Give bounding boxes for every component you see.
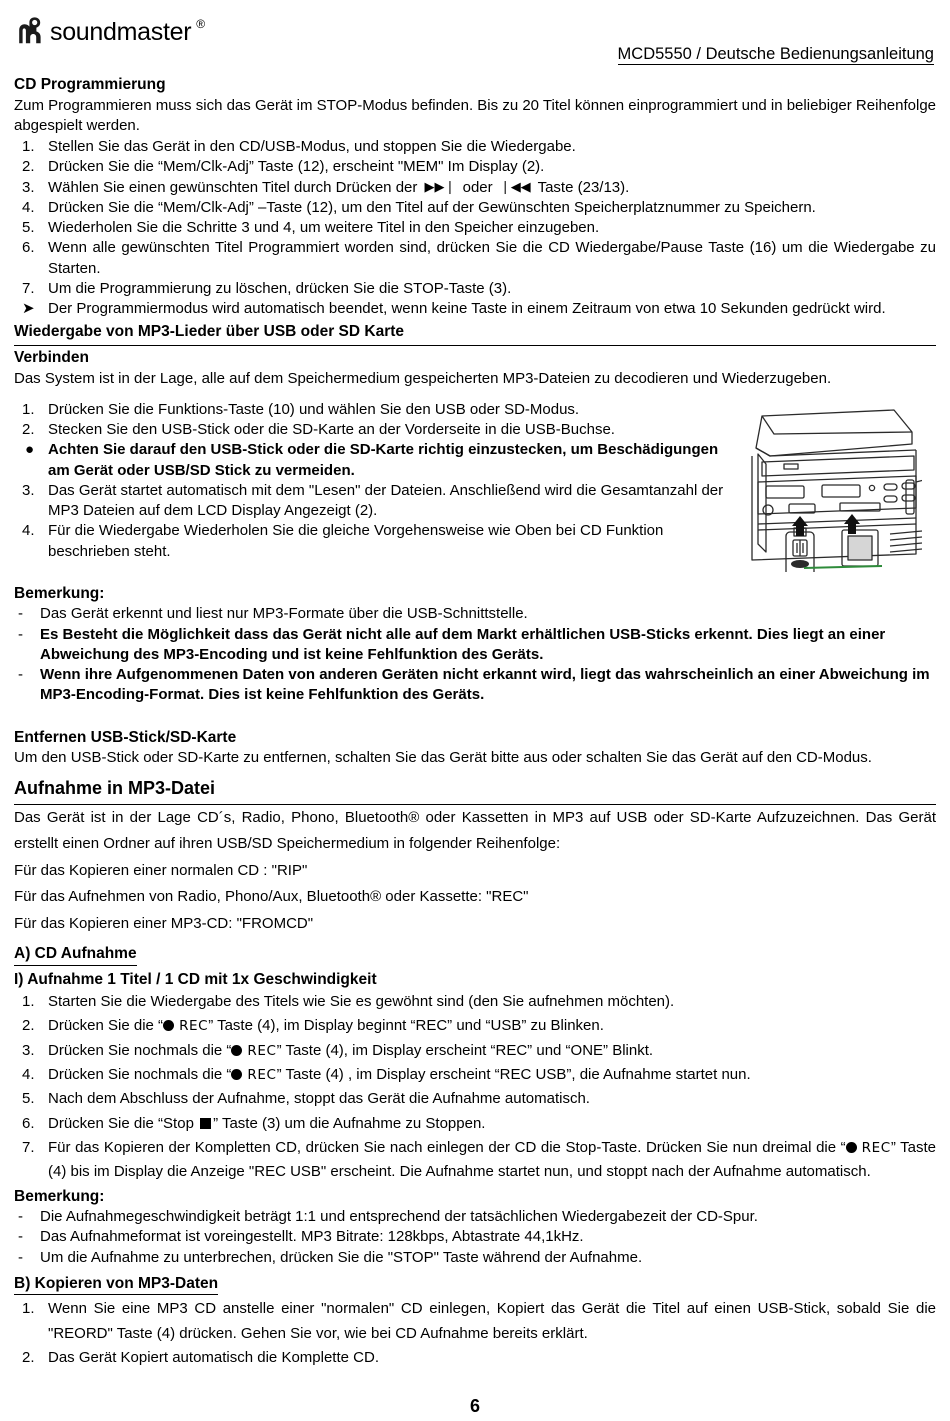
list-item-text-before: Wählen Sie einen gewünschten Titel durch Drücken der [48, 178, 422, 196]
page-number: 6 [469, 1396, 480, 1417]
list-item-number: 4. [22, 1066, 35, 1084]
dash-bullet-icon: - [18, 605, 23, 623]
list-item-number: 3. [22, 481, 35, 499]
cd-programmierung-steps [14, 137, 936, 299]
skip-next-icon: ▶▶❘ [424, 179, 456, 195]
list-item-number: 7. [22, 1138, 35, 1156]
list-item [14, 198, 936, 218]
list-item-number: 1. [22, 1300, 35, 1318]
text-fragment: Drücken Sie die “ [48, 1017, 164, 1035]
folder-rule-fromcd: Für das Kopieren einer MP3-CD: "FROMCD" [14, 915, 314, 933]
verbinden-intro: Das System ist in der Lage, alle auf dem Speichermedium gespeicherten MP3-Dateien zu decodieren und Wiederzugeben. [14, 369, 832, 387]
list-item [14, 665, 936, 706]
list-item [14, 178, 936, 198]
remark-heading-aufnahme: Bemerkung: [14, 1187, 105, 1205]
list-item [14, 1207, 936, 1227]
aufnahme-mp3-intro: Das Gerät ist in der Lage CD´s, Radio, Phono, Bluetooth® oder Kassetten in MP3 auf USB oder SD-Karte Aufzuzeichnen. Das Gerät erstellt einen Ordner auf ihren USB/SD Speichermedium in folgender Reihenfolge: [14, 808, 936, 852]
soundmaster-logo-icon [16, 16, 46, 51]
list-item [14, 990, 936, 1014]
list-item-number: 4. [22, 522, 35, 540]
mp3-playback-steps [14, 400, 734, 562]
record-button-icon: REC [231, 1063, 276, 1087]
list-item [14, 1346, 936, 1370]
list-item [14, 420, 734, 440]
list-item-number: 2. [22, 1349, 35, 1367]
list-item-text [48, 1039, 936, 1063]
device-usb-sd-slot-illustration [744, 404, 922, 572]
list-item-number: 4. [22, 198, 35, 216]
list-item-number: 3. [22, 1041, 35, 1059]
list-item-text: Drücken Sie die “Mem/Clk-Adj” Taste (12), erscheint "MEM" Im Display (2). [48, 158, 545, 176]
list-item [14, 1039, 936, 1063]
list-item-number: 6. [22, 239, 35, 257]
cd-programmierung-intro: Zum Programmieren muss sich das Gerät im STOP-Modus befinden. Bis zu 20 Titel können einprogrammiert und in beliebiger Reihenfolge abgespielt werden. [14, 96, 936, 134]
list-item [14, 400, 734, 420]
list-item-text [48, 1112, 936, 1136]
section-heading-aufnahme-mp3: Aufnahme in MP3-Datei [14, 777, 936, 805]
list-item-text [48, 178, 936, 198]
list-item-text [48, 1063, 936, 1087]
brand-logo [16, 16, 204, 51]
page-masthead [14, 14, 936, 72]
registered-trademark-icon: ® [196, 17, 206, 31]
list-item [14, 1248, 936, 1268]
list-item-text-middle: oder [458, 178, 497, 196]
section-heading-cd-programmierung: CD Programmierung [14, 76, 166, 93]
list-item-text: Die Aufnahmegeschwindigkeit beträgt 1:1 und entsprechend der tatsächlichen Wiedergabezeit der CD-Spur. [40, 1208, 758, 1226]
list-item [14, 1136, 936, 1185]
list-item-warning [14, 440, 734, 481]
list-item-number: 7. [22, 279, 35, 297]
list-item-text: Das Aufnahmeformat ist voreingestellt. MP3 Bitrate: 128kbps, Abtastrate 44,1kHz. [40, 1228, 584, 1246]
dash-bullet-icon: - [18, 1248, 23, 1266]
text-fragment: Für das Kopieren der Kompletten CD, drücken Sie nach einlegen der CD die Stop-Taste. Drücken Sie nun dreimal die “ [48, 1138, 846, 1156]
folder-rule-rec: Für das Aufnehmen von Radio, Phono/Aux, Bluetooth® oder Kassette: "REC" [14, 888, 529, 906]
dash-bullet-icon: - [18, 1208, 23, 1226]
list-item-text: Der Programmiermodus wird automatisch beendet, wenn keine Taste in einem Zeitraum von etwa 10 Sekunden gedrückt wird. [48, 300, 886, 318]
list-item-text: Stellen Sie das Gerät in den CD/USB-Modus, und stoppen Sie die Wiedergabe. [48, 138, 576, 156]
list-item [14, 279, 936, 299]
mp3-playback-block [14, 400, 936, 572]
dash-bullet-icon: - [18, 1228, 23, 1246]
list-item-text: Es Besteht die Möglichkeit dass das Gerät nicht alle auf dem Markt erhältlichen USB-Sticks erkennt. Dies liegt an einer Abweichung des MP3-Encoding und ist keine Fehlfunktion des Geräts. [40, 625, 886, 663]
entfernen-usb-text: Um den USB-Stick oder SD-Karte zu entfernen, schalten Sie das Gerät bitte aus oder schalten Sie das Gerät auf den CD-Modus. [14, 749, 872, 767]
list-item-number: 5. [22, 219, 35, 237]
list-item [14, 625, 936, 666]
list-item-text: Das Gerät erkennt und liest nur MP3-Formate über die USB-Schnittstelle. [40, 605, 528, 623]
text-fragment: Drücken Sie nochmals die “ [48, 1041, 232, 1059]
list-item-number: 2. [22, 158, 35, 176]
list-item-text [48, 1136, 936, 1185]
document-reference: MCD5550 / Deutsche Bedienungsanleitung [618, 45, 934, 65]
list-item [14, 1112, 936, 1136]
list-item-number: 6. [22, 1114, 35, 1132]
list-item [14, 1063, 936, 1087]
dot-bullet-icon: ● [25, 441, 35, 459]
dash-bullet-icon: - [18, 625, 23, 643]
illustration-column [744, 400, 936, 572]
list-item-text: Nach dem Abschluss der Aufnahme, stoppt das Gerät die Aufnahme automatisch. [48, 1090, 590, 1108]
list-item-text: Achten Sie darauf den USB-Stick oder die SD-Karte richtig einzustecken, um Beschädigungen am Gerät oder USB/SD Stick zu vermeiden. [48, 441, 719, 479]
remark-list-aufnahme [14, 1207, 936, 1268]
skip-previous-icon: ❘◀◀ [499, 179, 531, 195]
cd-programmierung-note [14, 299, 936, 319]
list-item [14, 299, 936, 319]
remark-list-usb [14, 604, 936, 705]
list-item-text: Starten Sie die Wiedergabe des Titels wie Sie es gewöhnt sind (den Sie aufnehmen möchten). [48, 993, 675, 1011]
cd-aufnahme-steps [14, 990, 936, 1184]
mp3-kopieren-steps [14, 1297, 936, 1370]
text-fragment: ” Taste (4) , im Display erscheint “REC USB”, die Aufnahme startet nun. [276, 1066, 751, 1084]
spacer [14, 706, 936, 726]
list-item [14, 1014, 936, 1038]
list-item-text: Wenn Sie eine MP3 CD anstelle einer "normalen" CD einlegen, Kopiert das Gerät die Titel auf einen USB-Stick, sobald Sie die "REORD" Taste (4) drücken. Gehen Sie vor, wie bei CD Aufnahme bereits erklärt. [48, 1300, 936, 1342]
text-fragment: Drücken Sie die “Stop [48, 1114, 199, 1132]
list-item-text: Drücken Sie die “Mem/Clk-Adj” –Taste (12), um den Titel auf der Gewünschten Speicherplatznummer zu Speichern. [48, 198, 816, 216]
remark-heading-usb: Bemerkung: [14, 584, 105, 602]
list-item-number: 1. [22, 993, 35, 1011]
list-item-text: Das Gerät startet automatisch mit dem "Lesen" der Dateien. Anschließend wird die Gesamtanzahl der MP3 Dateien auf dem LCD Display Angezeigt (2). [48, 481, 724, 520]
list-item [14, 604, 936, 624]
list-item [14, 1227, 936, 1247]
section-heading-mp3-wiedergabe: Wiedergabe von MP3-Lieder über USB oder SD Karte [14, 323, 936, 346]
text-fragment: ” Taste (4) bis im Display die Anzeige "REC USB" erscheint. Die Aufnahme startet nun, und stoppt nach der Aufnahme automatisch. [48, 1138, 936, 1181]
text-fragment: ” Taste (4), im Display erscheint “REC” und “ONE” Blinkt. [276, 1041, 654, 1059]
list-item-text: Drücken Sie die Funktions-Taste (10) und wählen Sie den USB oder SD-Modus. [48, 400, 580, 418]
list-item [14, 137, 936, 157]
list-item-number: 5. [22, 1090, 35, 1108]
spacer [14, 390, 936, 400]
list-item-text [48, 1014, 936, 1038]
list-item-text-after: Taste (23/13). [533, 178, 630, 196]
list-item-text: Das Gerät Kopiert automatisch die Komplette CD. [48, 1349, 379, 1367]
list-item-text: Wenn alle gewünschten Titel Programmiert worden sind, drücken Sie die CD Wiedergabe/Pause Taste (16) um die Wiedergabe zu Starten. [48, 239, 936, 277]
text-fragment: Drücken Sie nochmals die “ [48, 1066, 232, 1084]
list-item [14, 218, 936, 238]
arrow-bullet-icon: ➤ [22, 300, 35, 318]
list-item-number: 1. [22, 400, 35, 418]
subsection-heading-part-b: B) Kopieren von MP3-Daten [14, 1275, 218, 1296]
list-item-text: Wenn ihre Aufgenommenen Daten von anderen Geräten nicht erkannt wird, liegt das wahrscheinlich an einer Abweichung im MP3-Encoding-Format. Dies ist keine Fehlfunktion des Geräts. [40, 666, 930, 704]
list-item-text: Stecken Sie den USB-Stick oder die SD-Karte an der Vorderseite in die USB-Buchse. [48, 421, 615, 439]
mp3-playback-steps-column [14, 400, 734, 562]
list-item-number: 2. [22, 1017, 35, 1035]
text-fragment: ” Taste (4), im Display beginnt “REC” und “USB” zu Blinken. [208, 1017, 604, 1035]
subsection-heading-part-a: A) CD Aufnahme [14, 945, 137, 966]
record-button-icon: REC [163, 1014, 208, 1038]
record-button-icon: REC [846, 1136, 891, 1160]
text-fragment: ” Taste (3) um die Aufnahme zu Stoppen. [213, 1114, 486, 1132]
stop-button-icon [200, 1118, 211, 1129]
list-item-text: Für die Wiedergabe Wiederholen Sie die gleiche Vorgehensweise wie Oben bei CD Funktion beschrieben steht. [48, 522, 664, 560]
list-item [14, 521, 734, 562]
list-item [14, 1087, 936, 1111]
list-item [14, 1297, 936, 1346]
list-item-number: 3. [22, 178, 35, 196]
subsection-heading-verbinden: Verbinden [14, 348, 89, 366]
list-item-number: 2. [22, 421, 35, 439]
folder-rule-rip: Für das Kopieren einer normalen CD : "RIP" [14, 861, 308, 879]
list-item [14, 481, 734, 522]
subsection-heading-part-a-sub: I) Aufnahme 1 Titel / 1 CD mit 1x Geschwindigkeit [14, 970, 377, 988]
spacer [14, 572, 936, 582]
record-button-icon: REC [231, 1039, 276, 1063]
section-heading-entfernen-usb: Entfernen USB-Stick/SD-Karte [14, 728, 237, 746]
list-item-text: Um die Aufnahme zu unterbrechen, drücken Sie die "STOP" Taste während der Aufnahme. [40, 1248, 643, 1266]
list-item [14, 157, 936, 177]
list-item-text: Um die Programmierung zu löschen, drücken Sie die STOP-Taste (3). [48, 279, 512, 297]
dash-bullet-icon: - [18, 666, 23, 684]
list-item [14, 238, 936, 279]
brand-name: soundmaster [50, 18, 192, 46]
list-item-number: 1. [22, 138, 35, 156]
list-item-text: Wiederholen Sie die Schritte 3 und 4, um weitere Titel in den Speicher einzugeben. [48, 219, 600, 237]
